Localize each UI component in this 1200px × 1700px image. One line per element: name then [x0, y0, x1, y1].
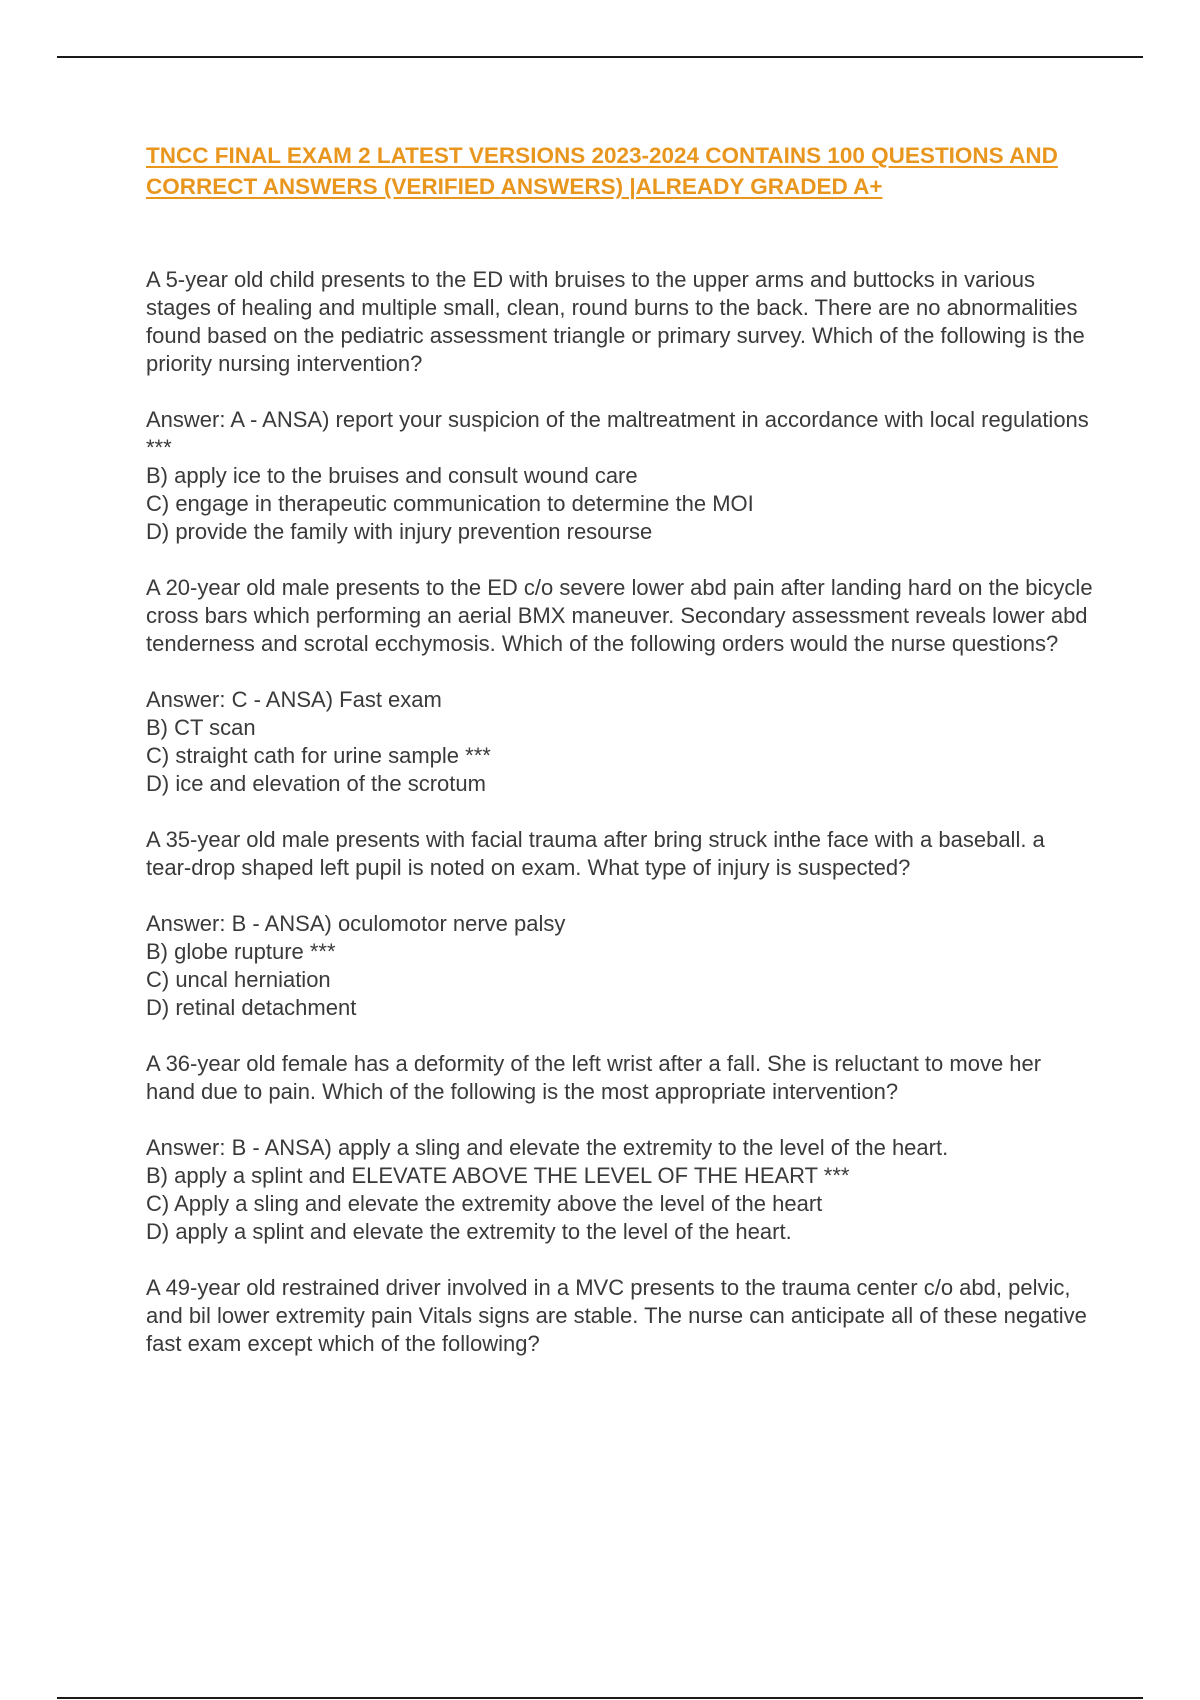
answer-line: B) globe rupture *** — [146, 939, 336, 964]
document-title: TNCC FINAL EXAM 2 LATEST VERSIONS 2023-2024 CONTAINS 100 QUESTIONS AND CORRECT ANSWERS (VERIFIED ANSWERS) |ALREADY GRADED A+ — [146, 143, 1058, 199]
answer-line: Answer: B - ANSA) oculomotor nerve palsy — [146, 911, 566, 936]
answer-line: C) uncal herniation — [146, 967, 331, 992]
answer-options — [146, 686, 1096, 798]
question-text: A 5-year old child presents to the ED with bruises to the upper arms and buttocks in various stages of healing and multiple small, clean, round burns to the back. There are no abnormalities found based on the pediatric assessment triangle or primary survey. Which of the following is the priority nursing intervention? — [146, 267, 1085, 376]
question-block-1 — [146, 266, 1096, 546]
question-text: A 20-year old male presents to the ED c/o severe lower abd pain after landing hard on the bicycle cross bars which performing an aerial BMX maneuver. Secondary assessment reveals lower abd tenderness and scrotal ecchymosis. Which of the following orders would the nurse questions? — [146, 575, 1093, 656]
answer-line: B) apply a splint and ELEVATE ABOVE THE LEVEL OF THE HEART *** — [146, 1163, 850, 1188]
answer-line: B) apply ice to the bruises and consult wound care — [146, 463, 638, 488]
question-text: A 49-year old restrained driver involved in a MVC presents to the trauma center c/o abd, pelvic, and bil lower extremity pain Vitals signs are stable. The nurse can anticipate all of these negative fast exam except which of the following? — [146, 1275, 1087, 1356]
question-block-2 — [146, 574, 1096, 798]
question-block-4 — [146, 1050, 1096, 1246]
question-text: A 35-year old male presents with facial trauma after bring struck inthe face with a baseball. a tear-drop shaped left pupil is noted on exam. What type of injury is suspected? — [146, 827, 1045, 880]
answer-options — [146, 406, 1096, 546]
answer-line: D) ice and elevation of the scrotum — [146, 771, 486, 796]
question-block-3 — [146, 826, 1096, 1022]
document-body — [146, 140, 1096, 1386]
answer-line: Answer: A - ANSA) report your suspicion of the maltreatment in accordance with local regulations *** — [146, 407, 1089, 460]
answer-line: C) engage in therapeutic communication to determine the MOI — [146, 491, 754, 516]
question-text: A 36-year old female has a deformity of the left wrist after a fall. She is reluctant to move her hand due to pain. Which of the following is the most appropriate intervention? — [146, 1051, 1042, 1104]
answer-line: B) CT scan — [146, 715, 256, 740]
question-block-5 — [146, 1274, 1096, 1358]
answer-line: Answer: C - ANSA) Fast exam — [146, 687, 442, 712]
answer-options — [146, 910, 1096, 1022]
answer-line: D) retinal detachment — [146, 995, 357, 1020]
answer-line: C) Apply a sling and elevate the extremity above the level of the heart — [146, 1191, 823, 1216]
answer-line: C) straight cath for urine sample *** — [146, 743, 491, 768]
top-rule — [57, 56, 1143, 58]
answer-options — [146, 1134, 1096, 1246]
answer-line: Answer: B - ANSA) apply a sling and elevate the extremity to the level of the heart. — [146, 1135, 949, 1160]
bottom-rule — [57, 1697, 1143, 1699]
answer-line: D) provide the family with injury prevention resourse — [146, 519, 653, 544]
answer-line: D) apply a splint and elevate the extremity to the level of the heart. — [146, 1219, 792, 1244]
